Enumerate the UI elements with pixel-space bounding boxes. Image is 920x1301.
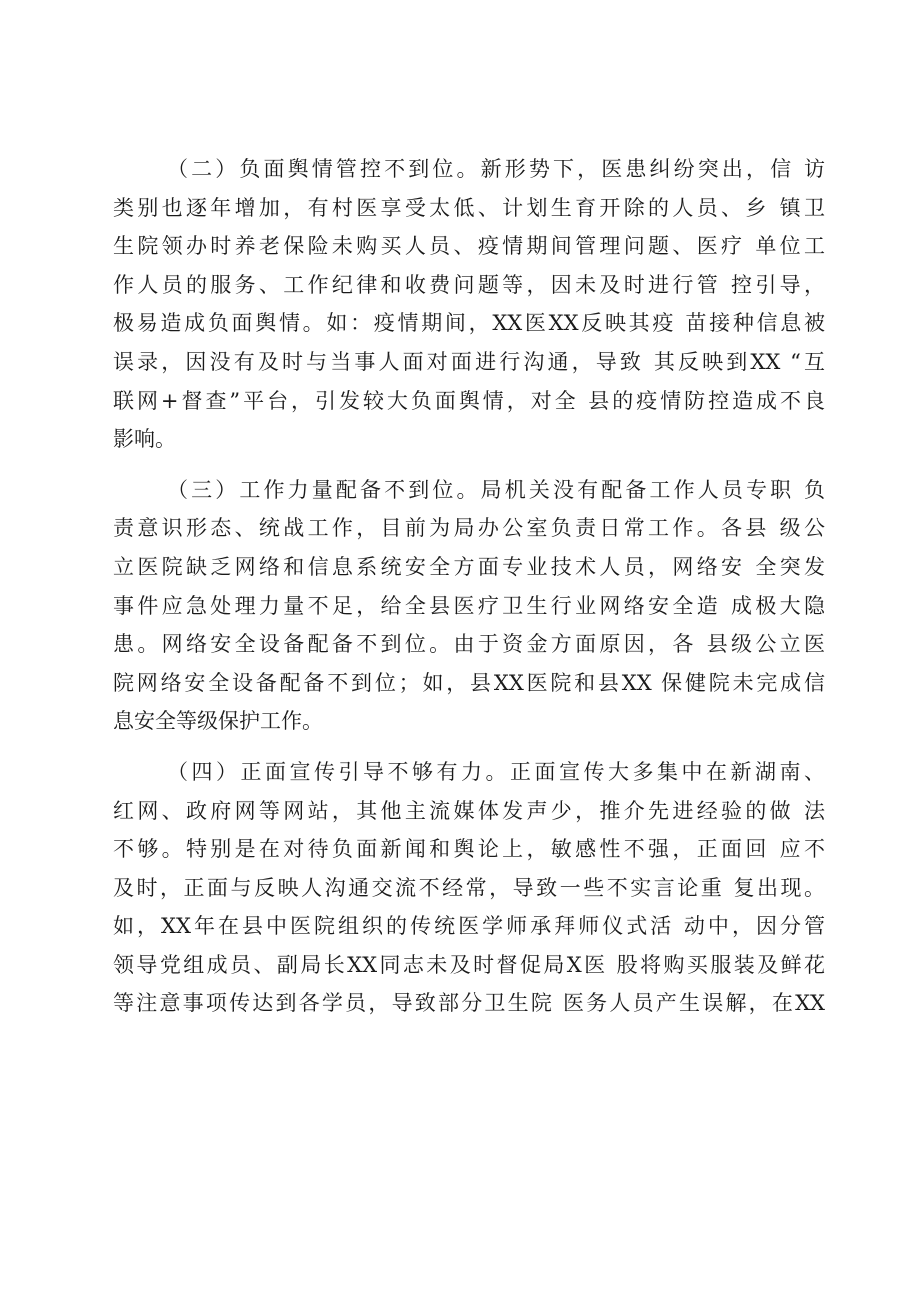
text-line: （二）负面舆情管控不到位。新形势下，医患纠纷突出，信 访 [167,157,825,181]
text-line: 领导党组成员、副局长XX同志未及时督促局X医 股将购买服装及鲜花 [113,952,825,977]
paragraph-spacer [113,741,825,753]
text-line: 如，XX年在县中医院组织的传统医学师承拜师仪式活 动中，因分管 [113,914,825,939]
text-line: 及时，正面与反映人沟通交流不经常，导致一些不实言论重 复出现。 [113,875,825,900]
text-line: 影响。 [113,427,176,452]
text-line: 不够。特别是在对待负面新闻和舆论上，敏感性不强，正面回 应不 [113,837,825,862]
text-line: 责意识形态、统战工作，目前为局办公室负责日常工作。各县 级公 [113,516,825,541]
paragraph-negative-public-opinion [113,150,825,459]
paragraph-positive-publicity [113,753,825,1023]
text-line: 类别也逐年增加，有村医享受太低、计划生育开除的人员、乡 镇卫 [113,195,825,220]
text-line: 误录，因没有及时与当事人面对面进行沟通，导致 其反映到XX “互 [113,349,825,374]
text-line: 生院领办时养老保险未购买人员、疫情期间管理问题、医疗 单位工 [113,234,825,259]
text-line: 息安全等级保护工作。 [113,709,323,734]
paragraph-staffing [113,471,825,741]
paragraph-spacer [113,459,825,471]
document-body [113,150,825,1023]
text-line: （四）正面宣传引导不够有力。正面宣传大多集中在新湖南、 [167,759,825,784]
text-line: 等注意事项传达到各学员，导致部分卫生院 医务人员产生误解，在XX [113,991,825,1016]
text-line: 院网络安全设备配备不到位；如，县XX医院和县XX 保健院未完成信 [113,670,825,695]
text-line: 联网+督查”平台，引发较大负面舆情，对全 县的疫情防控造成不良 [113,388,825,413]
text-line: 作人员的服务、工作纪律和收费问题等，因未及时进行管 控引导， [113,272,825,297]
text-line: 立医院缺乏网络和信息系统安全方面专业技术人员，网络安 全突发 [113,554,825,579]
text-line: 极易造成负面舆情。如：疫情期间，XX医XX反映其疫 苗接种信息被 [113,311,825,336]
text-line: 红网、政府网等网站，其他主流媒体发声少，推介先进经验的做 法 [113,798,825,823]
text-line: 患。网络安全设备配备不到位。由于资金方面原因，各 县级公立医 [113,632,825,657]
text-line: （三）工作力量配备不到位。局机关没有配备工作人员专职 负 [167,477,825,502]
text-line: 事件应急处理力量不足，给全县医疗卫生行业网络安全造 成极大隐 [113,593,825,618]
